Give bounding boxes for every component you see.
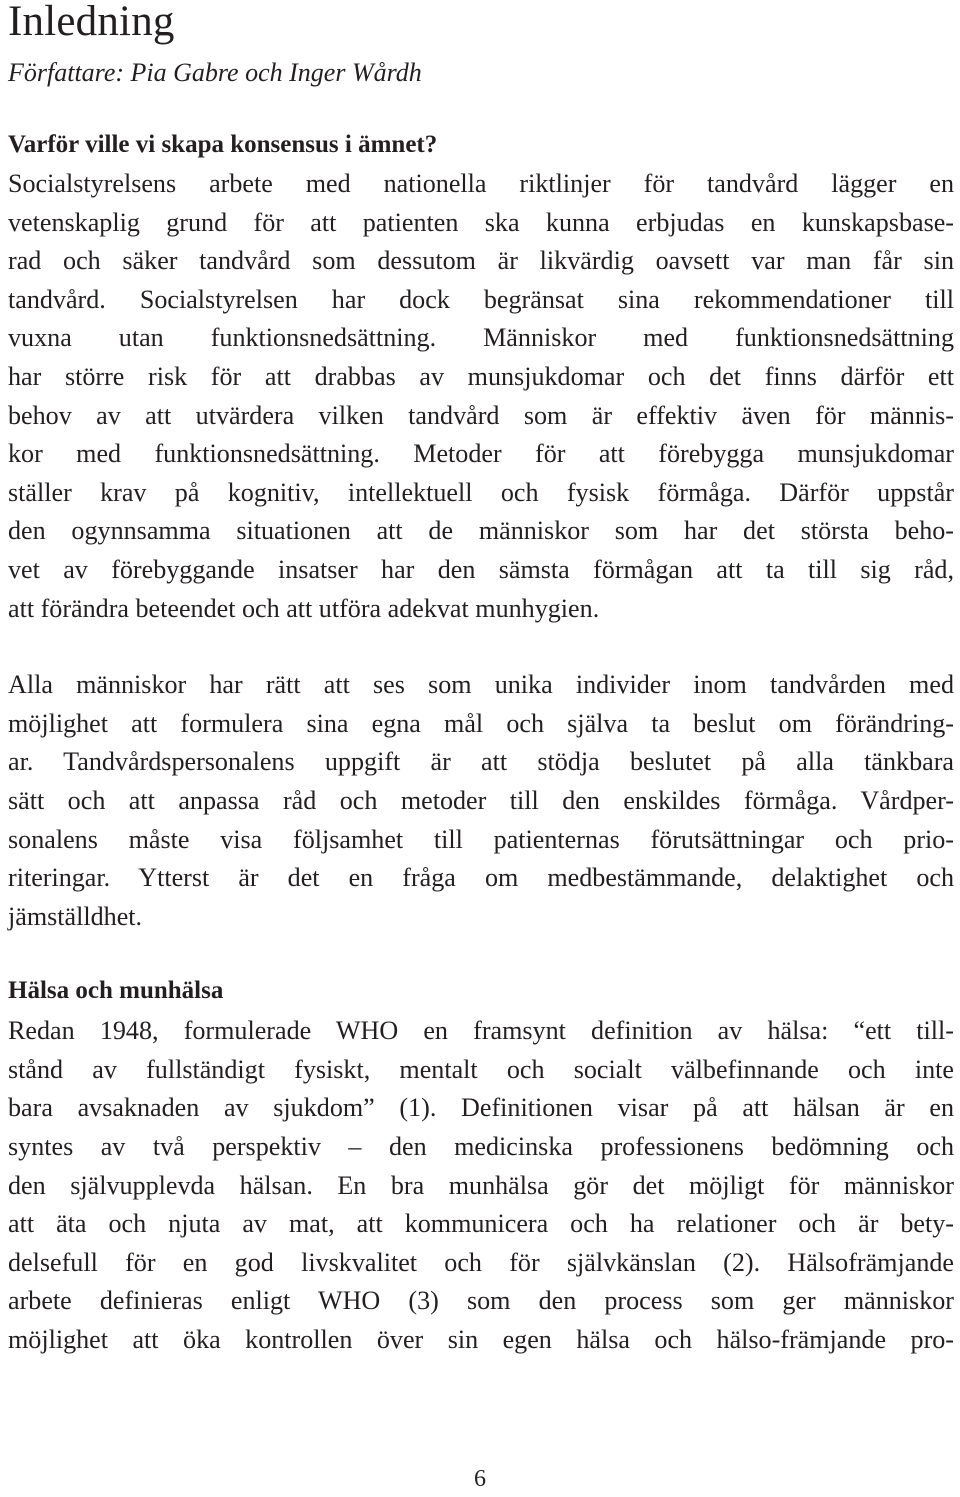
text-line: jämställdhet.	[8, 901, 143, 931]
text-line: möjlighet att formulera sina egna mål och själva ta beslut om förändring-	[8, 708, 954, 738]
text-line: Redan 1948, formulerade WHO en framsynt definition av hälsa: “ett till-	[8, 1016, 954, 1046]
text-line: Alla människor har rätt att ses som unika individer inom tandvården med	[8, 670, 954, 700]
text-line: sonalens måste visa följsamhet till patienternas förutsättningar och prio-	[8, 824, 954, 854]
text-line: rad och säker tandvård som dessutom är likvärdig oavsett var man får sin	[8, 246, 954, 276]
text-line: tandvård. Socialstyrelsen har dock begränsat sina rekommendationer till	[8, 284, 954, 314]
text-line: att äta och njuta av mat, att kommunicera och ha relationer och är bety-	[8, 1209, 954, 1239]
text-line: stånd av fullständigt fysiskt, mentalt och socialt välbefinnande och inte	[8, 1054, 954, 1084]
text-line: behov av att utvärdera vilken tandvård som är effektiv även för männis-	[8, 400, 954, 430]
page-title: Inledning	[8, 0, 175, 45]
paragraph-health-1	[8, 1012, 954, 1359]
text-line: vuxna utan funktionsnedsättning. Människor med funktionsnedsättning	[8, 323, 954, 353]
text-line: vetenskaplig grund för att patienten ska kunna erbjudas en kunskapsbase-	[8, 207, 954, 237]
authors-line: Författare: Pia Gabre och Inger Wårdh	[8, 58, 422, 87]
text-line: har större risk för att drabbas av munsjukdomar och det finns därför ett	[8, 361, 954, 391]
text-line: syntes av två perspektiv – den medicinska professionens bedömning och	[8, 1132, 954, 1162]
text-line: riteringar. Ytterst är det en fråga om medbestämmande, delaktighet och	[8, 863, 954, 893]
text-line: att förändra beteendet och att utföra adekvat munhygien.	[8, 593, 600, 623]
section-heading-consensus: Varför ville vi skapa konsensus i ämnet?	[8, 131, 438, 158]
text-line: arbete definieras enligt WHO (3) som den process som ger människor	[8, 1286, 954, 1316]
text-line: bara avsaknaden av sjukdom” (1). Definitionen visar på att hälsan är en	[8, 1093, 954, 1123]
document-page	[8, 0, 954, 1360]
text-line: vet av förebyggande insatser har den sämsta förmågan att ta till sig råd,	[8, 554, 954, 584]
paragraph-consensus-2	[8, 666, 954, 936]
text-line: den självupplevda hälsan. En bra munhälsa gör det möjligt för människor	[8, 1170, 954, 1200]
text-line: sätt och att anpassa råd och metoder till den enskildes förmåga. Vårdper-	[8, 785, 954, 815]
text-line: kor med funktionsnedsättning. Metoder för att förebygga munsjukdomar	[8, 439, 954, 469]
text-line: delsefull för en god livskvalitet och för självkänslan (2). Hälsofrämjande	[8, 1247, 954, 1277]
page-number: 6	[474, 1466, 486, 1492]
text-line: möjlighet att öka kontrollen över sin egen hälsa och hälso-främjande pro-	[8, 1325, 954, 1355]
section-heading-health: Hälsa och munhälsa	[8, 977, 224, 1005]
paragraph-consensus-1	[8, 165, 954, 628]
text-line: Socialstyrelsens arbete med nationella riktlinjer för tandvård lägger en	[8, 169, 954, 198]
text-line: ställer krav på kognitiv, intellektuell och fysisk förmåga. Därför uppstår	[8, 477, 954, 507]
text-line: ar. Tandvårdspersonalens uppgift är att stödja beslutet på alla tänkbara	[8, 747, 954, 777]
text-line: den ogynnsamma situationen att de människor som har det största beho-	[8, 516, 954, 546]
